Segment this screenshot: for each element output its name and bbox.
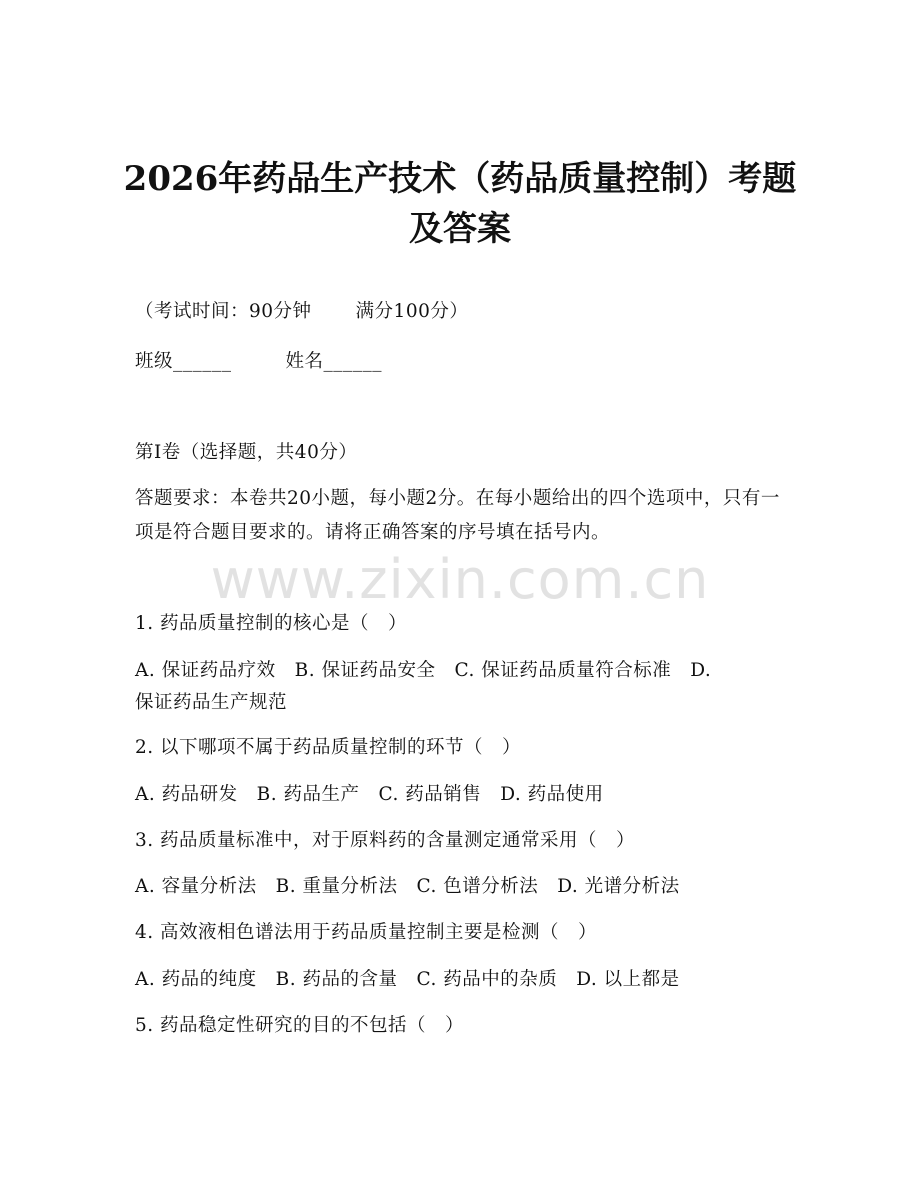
question-options: A. 药品研发 B. 药品生产 C. 药品销售 D. 药品使用 <box>135 784 604 805</box>
question-stem: 1. 药品质量控制的核心是（ ） <box>135 613 408 634</box>
section-heading: 第I卷（选择题，共40分） <box>135 442 358 463</box>
instructions: 答题要求：本卷共20小题，每小题2分。在每小题给出的四个选项中，只有一项是符合题目要求的。请将正确答案的序号填在括号内。 <box>135 488 780 543</box>
name-field: 姓名______ <box>285 351 383 372</box>
exam-meta <box>135 297 795 327</box>
watermark: www.zixin.com.cn <box>210 548 710 611</box>
exam-time: （考试时间：90分钟 <box>135 301 312 322</box>
question-options: A. 容量分析法 B. 重量分析法 C. 色谱分析法 D. 光谱分析法 <box>135 876 680 897</box>
student-info <box>135 347 795 377</box>
question-options: A. 药品的纯度 B. 药品的含量 C. 药品中的杂质 D. 以上都是 <box>135 969 680 990</box>
document-title-line1: 2026年药品生产技术（药品质量控制）考题 <box>123 159 797 199</box>
question-options-cont: 保证药品生产规范 <box>135 692 288 713</box>
document-title-line2: 及答案 <box>409 209 511 249</box>
question-stem: 3. 药品质量标准中，对于原料药的含量测定通常采用（ ） <box>135 830 636 851</box>
question-stem: 4. 高效液相色谱法用于药品质量控制主要是检测（ ） <box>135 922 598 943</box>
question-stem: 2. 以下哪项不属于药品质量控制的环节（ ） <box>135 737 522 758</box>
question-options: A. 保证药品疗效 B. 保证药品安全 C. 保证药品质量符合标准 D. <box>135 660 712 681</box>
question-stem: 5. 药品稳定性研究的目的不包括（ ） <box>135 1015 465 1036</box>
class-field: 班级______ <box>135 351 232 372</box>
full-score: 满分100分） <box>355 301 469 322</box>
